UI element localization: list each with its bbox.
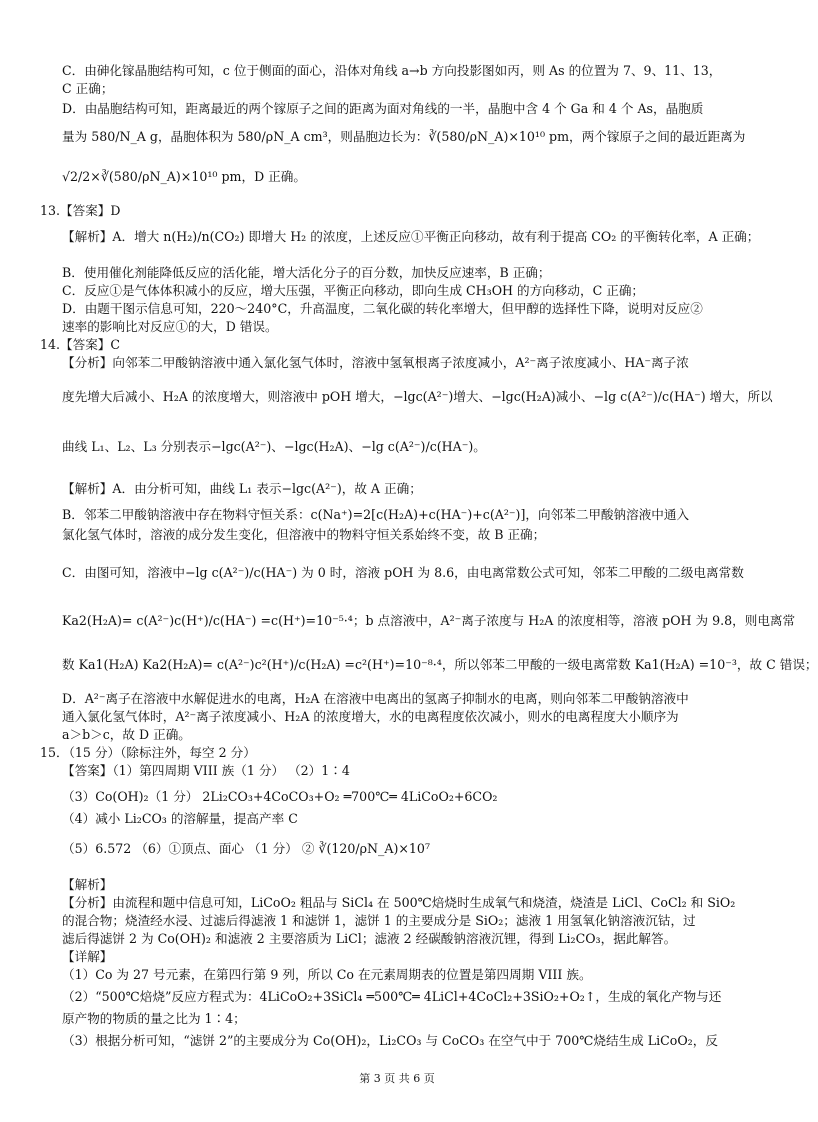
line: 【解析】A．增大 n(H₂)/n(CO₂) 即增大 H₂ 的浓度，上述反应①平衡正向移动，故有利于提高 CO₂ 的平衡转化率，A 正确； xyxy=(62,229,760,244)
line: D．由晶胞结构可知，距离最近的两个镓原子之间的距离为面对角线的一半，晶胞中含 4 个 Ga 和 4 个 As，晶胞质 xyxy=(62,101,704,116)
line: 【解析】A．由分析可知，曲线 L₁ 表示−lgc(A²⁻)，故 A 正确； xyxy=(62,481,422,496)
line: 的混合物；烧渣经水浸、过滤后得滤液 1 和滤饼 1，滤饼 1 的主要成分是 SiO₂；滤液 1 用氢氧化钠溶液沉钴，过 xyxy=(62,913,696,928)
line: 数 Ka1(H₂A) Ka2(H₂A)= c(A²⁻)c²(H⁺)/c(H₂A) =c²(H⁺)=10⁻⁸·⁴，所以邻苯二甲酸的一级电离常数 Ka1(H₂A) =10⁻³，故 C 错误； xyxy=(62,657,818,672)
line: D．A²⁻离子在溶液中水解促进水的电离，H₂A 在溶液中电离出的氢离子抑制水的电离，则向邻苯二甲酸钠溶液中 xyxy=(62,691,689,706)
line: （3）根据分析可知，“滤饼 2”的主要成分为 Co(OH)₂，Li₂CO₃ 与 CoCO₃ 在空气中于 700℃烧结生成 LiCoO₂，反 xyxy=(62,1033,718,1048)
line: 通入氯化氢气体时，A²⁻离子浓度减小、H₂A 的浓度增大，水的电离程度依次减小，则水的电离程度大小顺序为 xyxy=(62,709,679,724)
line: 量为 580/N_A g，晶胞体积为 580/ρN_A cm³，则晶胞边长为：∛(580/ρN_A)×10¹⁰ pm，两个镓原子之间的最近距离为 xyxy=(62,129,746,144)
line: 度先增大后减小、H₂A 的浓度增大，则溶液中 pOH 增大，−lgc(A²⁻)增大、−lgc(H₂A)减小、−lg c(A²⁻)/c(HA⁻) 增大，所以 xyxy=(62,389,773,404)
line: C．由砷化镓晶胞结构可知，c 位于侧面的面心，沿体对角线 a→b 方向投影图如丙，则 As 的位置为 7、9、11、13， xyxy=(62,63,722,78)
line: 15．（15 分）（除标注外，每空 2 分） xyxy=(40,745,256,760)
line: 14.【答案】C xyxy=(40,337,121,352)
line: √2/2×∛(580/ρN_A)×10¹⁰ pm，D 正确。 xyxy=(62,169,306,184)
line: 速率的影响比对反应①的大，D 错误。 xyxy=(62,319,278,334)
line: 【分析】由流程和题中信息可知，LiCoO₂ 粗品与 SiCl₄ 在 500℃焙烧时生成氧气和烧渣，烧渣是 LiCl、CoCl₂ 和 SiO₂ xyxy=(62,895,736,910)
line: 氯化氢气体时，溶液的成分发生变化，但溶液中的物料守恒关系始终不变，故 B 正确； xyxy=(62,527,546,542)
line: 【答案】（1）第四周期 VIII 族（1 分） （2）1∶4 xyxy=(62,763,350,778)
line: B．使用催化剂能降低反应的活化能，增大活化分子的百分数，加快反应速率，B 正确； xyxy=(62,265,551,280)
line: 13.【答案】D xyxy=(40,203,121,218)
line: 曲线 L₁、L₂、L₃ 分别表示−lgc(A²⁻)、−lgc(H₂A)、−lg c(A²⁻)/c(HA⁻)。 xyxy=(62,439,486,454)
line: Ka2(H₂A)= c(A²⁻)c(H⁺)/c(HA⁻) =c(H⁺)=10⁻⁵·⁴；b 点溶液中，A²⁻离子浓度与 H₂A 的浓度相等，溶液 pOH 为 9.8，则电离常 xyxy=(62,613,796,628)
line: （2）“500℃焙烧”反应方程式为：4LiCoO₂+3SiCl₄ ═500℃═ 4LiCl+4CoCl₂+3SiO₂+O₂↑，生成的氧化产物与还 xyxy=(62,989,722,1004)
line: （3）Co(OH)₂（1 分） 2Li₂CO₃+4CoCO₃+O₂ ═700℃═ 4LiCoO₂+6CO₂ xyxy=(62,789,498,804)
line: 【详解】 xyxy=(62,949,113,964)
line: a＞b＞c，故 D 正确。 xyxy=(62,727,191,742)
line: D．由题干图示信息可知，220～240°C，升高温度，二氧化碳的转化率增大，但甲醇的选择性下降，说明对反应② xyxy=(62,301,703,316)
line: （5）6.572 （6）①顶点、面心 （1 分） ② ∛(120/ρN_A)×10⁷ xyxy=(62,841,430,856)
page-footer: 第 3 页 共 6 页 xyxy=(359,1072,435,1085)
line: 【分析】向邻苯二甲酸钠溶液中通入氯化氢气体时，溶液中氢氧根离子浓度减小，A²⁻离子浓度减小、HA⁻离子浓 xyxy=(62,355,689,370)
line: B．邻苯二甲酸钠溶液中存在物料守恒关系：c(Na⁺)=2[c(H₂A)+c(HA⁻)+c(A²⁻)]，向邻苯二甲酸钠溶液中通入 xyxy=(62,507,690,522)
line: （1）Co 为 27 号元素，在第四行第 9 列，所以 Co 在元素周期表的位置是第四周期 VIII 族。 xyxy=(62,967,592,982)
line: 【解析】 xyxy=(62,877,113,892)
line: C．由图可知，溶液中−lg c(A²⁻)/c(HA⁻) 为 0 时，溶液 pOH 为 8.6，由电离常数公式可知，邻苯二甲酸的二级电离常数 xyxy=(62,565,744,580)
line: 滤后得滤饼 2 为 Co(OH)₂ 和滤液 2 主要溶质为 LiCl；滤液 2 经碳酸钠溶液沉锂，得到 Li₂CO₃，据此解答。 xyxy=(62,931,677,946)
line: C 正确； xyxy=(62,81,114,96)
line: （4）减小 Li₂CO₃ 的溶解量，提高产率 C xyxy=(62,811,298,826)
line: 原产物的物质的量之比为 1∶4； xyxy=(62,1011,246,1026)
line: C．反应①是气体体积减小的反应，增大压强，平衡正向移动，即向生成 CH₃OH 的方向移动，C 正确； xyxy=(62,283,645,298)
